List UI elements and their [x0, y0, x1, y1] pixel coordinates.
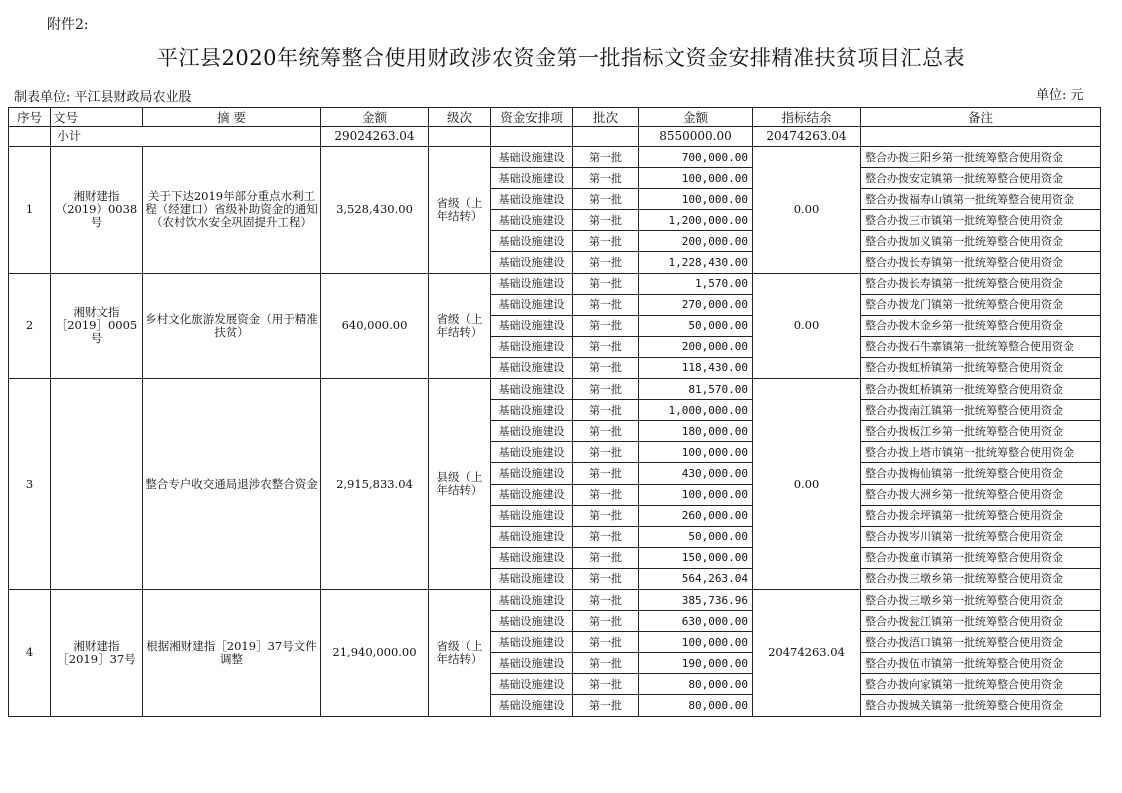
project-summary: 整合专户收交通局退涉农整合资金 [143, 379, 321, 590]
row-item: 基础设施建设 [491, 210, 573, 231]
row-batch: 第一批 [573, 168, 639, 189]
header-amount: 金额 [321, 108, 429, 127]
subtotal-detail-amount: 8550000.00 [639, 127, 753, 147]
row-item: 基础设施建设 [491, 379, 573, 400]
row-batch: 第一批 [573, 210, 639, 231]
row-note: 整合办拨三墩乡第一批统筹整合使用资金 [861, 589, 1101, 610]
project-amount: 2,915,833.04 [321, 379, 429, 590]
row-note: 整合办拨虹桥镇第一批统筹整合使用资金 [861, 379, 1101, 400]
row-amount: 100,000.00 [639, 632, 753, 653]
row-note: 整合办拨向家镇第一批统筹整合使用资金 [861, 674, 1101, 695]
row-note: 整合办拨福寿山镇第一批统筹整合使用资金 [861, 189, 1101, 210]
header-balance: 指标结余 [753, 108, 861, 127]
subtotal-seq-cell [9, 127, 51, 147]
row-batch: 第一批 [573, 547, 639, 568]
row-item: 基础设施建设 [491, 442, 573, 463]
project-balance: 20474263.04 [753, 589, 861, 716]
row-batch: 第一批 [573, 674, 639, 695]
row-amount: 564,263.04 [639, 568, 753, 589]
row-amount: 100,000.00 [639, 168, 753, 189]
row-note: 整合办拨长寿镇第一批统筹整合使用资金 [861, 252, 1101, 273]
row-batch: 第一批 [573, 252, 639, 273]
row-amount: 100,000.00 [639, 189, 753, 210]
row-amount: 81,570.00 [639, 379, 753, 400]
row-batch: 第一批 [573, 421, 639, 442]
row-amount: 260,000.00 [639, 505, 753, 526]
row-note: 整合办拨三市镇第一批统筹整合使用资金 [861, 210, 1101, 231]
attachment-label: 附件2: [47, 17, 89, 33]
project-amount: 640,000.00 [321, 273, 429, 378]
row-item: 基础设施建设 [491, 695, 573, 716]
row-item: 基础设施建设 [491, 505, 573, 526]
subtotal-balance: 20474263.04 [753, 127, 861, 147]
row-amount: 200,000.00 [639, 231, 753, 252]
row-note: 整合办拨伍市镇第一批统筹整合使用资金 [861, 653, 1101, 674]
row-batch: 第一批 [573, 400, 639, 421]
row-item: 基础设施建设 [491, 231, 573, 252]
project-level: 县级（上年结转） [429, 379, 491, 590]
row-item: 基础设施建设 [491, 294, 573, 315]
row-item: 基础设施建设 [491, 653, 573, 674]
table-row [9, 589, 1101, 610]
row-note: 整合办拨上塔市镇第一批统筹整合使用资金 [861, 442, 1101, 463]
project-amount: 21,940,000.00 [321, 589, 429, 716]
row-amount: 700,000.00 [639, 147, 753, 168]
row-batch: 第一批 [573, 147, 639, 168]
row-item: 基础设施建设 [491, 421, 573, 442]
row-batch: 第一批 [573, 379, 639, 400]
row-amount: 1,200,000.00 [639, 210, 753, 231]
row-note: 整合办拨虹桥镇第一批统筹整合使用资金 [861, 357, 1101, 378]
row-amount: 100,000.00 [639, 442, 753, 463]
row-item: 基础设施建设 [491, 632, 573, 653]
header-item: 资金安排项 [491, 108, 573, 127]
project-balance: 0.00 [753, 147, 861, 274]
row-item: 基础设施建设 [491, 336, 573, 357]
row-batch: 第一批 [573, 315, 639, 336]
row-amount: 630,000.00 [639, 611, 753, 632]
project-balance: 0.00 [753, 379, 861, 590]
row-amount: 100,000.00 [639, 484, 753, 505]
row-note: 整合办拨童市镇第一批统筹整合使用资金 [861, 547, 1101, 568]
row-note: 整合办拨板江乡第一批统筹整合使用资金 [861, 421, 1101, 442]
row-amount: 80,000.00 [639, 695, 753, 716]
subtotal-label: 小计 [51, 127, 321, 147]
row-note: 整合办拨岑川镇第一批统筹整合使用资金 [861, 526, 1101, 547]
row-item: 基础设施建设 [491, 189, 573, 210]
project-amount: 3,528,430.00 [321, 147, 429, 274]
header-doc: 文号 [51, 108, 143, 127]
row-note: 整合办拨龙门镇第一批统筹整合使用资金 [861, 294, 1101, 315]
row-note: 整合办拨石牛寨镇第一批统筹整合使用资金 [861, 336, 1101, 357]
project-seq: 1 [9, 147, 51, 274]
project-summary: 乡村文化旅游发展资金（用于精准扶贫） [143, 273, 321, 378]
row-batch: 第一批 [573, 653, 639, 674]
table-row [9, 379, 1101, 400]
project-level: 省级（上年结转） [429, 589, 491, 716]
row-item: 基础设施建设 [491, 674, 573, 695]
project-level: 省级（上年结转） [429, 147, 491, 274]
subtotal-amount: 29024263.04 [321, 127, 429, 147]
row-batch: 第一批 [573, 231, 639, 252]
row-batch: 第一批 [573, 589, 639, 610]
row-amount: 150,000.00 [639, 547, 753, 568]
row-note: 整合办拨三阳乡第一批统筹整合使用资金 [861, 147, 1101, 168]
row-batch: 第一批 [573, 336, 639, 357]
currency-unit: 单位: 元 [1036, 88, 1084, 103]
row-note: 整合办拨瓮江镇第一批统筹整合使用资金 [861, 611, 1101, 632]
table-row [9, 147, 1101, 168]
header-row [9, 108, 1101, 127]
row-item: 基础设施建设 [491, 252, 573, 273]
row-batch: 第一批 [573, 505, 639, 526]
row-item: 基础设施建设 [491, 273, 573, 294]
row-item: 基础设施建设 [491, 315, 573, 336]
row-item: 基础设施建设 [491, 168, 573, 189]
row-batch: 第一批 [573, 189, 639, 210]
project-doc-number [51, 379, 143, 590]
row-item: 基础设施建设 [491, 400, 573, 421]
row-amount: 1,000,000.00 [639, 400, 753, 421]
project-seq: 3 [9, 379, 51, 590]
row-item: 基础设施建设 [491, 547, 573, 568]
project-summary: 关于下达2019年部分重点水利工程（经建口）省级补助资金的通知（农村饮水安全巩固提升工程） [143, 147, 321, 274]
header-summary: 摘 要 [143, 108, 321, 127]
row-note: 整合办拨大洲乡第一批统筹整合使用资金 [861, 484, 1101, 505]
row-amount: 200,000.00 [639, 336, 753, 357]
project-doc-number: 湘财建指（2019）0038号 [51, 147, 143, 274]
row-note: 整合办拨安定镇第一批统筹整合使用资金 [861, 168, 1101, 189]
project-doc-number: 湘财文指［2019］0005号 [51, 273, 143, 378]
row-amount: 50,000.00 [639, 315, 753, 336]
project-summary: 根据湘财建指［2019］37号文件调整 [143, 589, 321, 716]
subtotal-note-cell [861, 127, 1101, 147]
summary-table [8, 107, 1101, 717]
row-note: 整合办拨余坪镇第一批统筹整合使用资金 [861, 505, 1101, 526]
row-amount: 80,000.00 [639, 674, 753, 695]
project-level: 省级（上年结转） [429, 273, 491, 378]
header-batch: 批次 [573, 108, 639, 127]
row-batch: 第一批 [573, 294, 639, 315]
row-item: 基础设施建设 [491, 589, 573, 610]
subtotal-row [9, 127, 1101, 147]
row-note: 整合办拨浯口镇第一批统筹整合使用资金 [861, 632, 1101, 653]
row-item: 基础设施建设 [491, 484, 573, 505]
row-amount: 50,000.00 [639, 526, 753, 547]
project-seq: 4 [9, 589, 51, 716]
subtotal-level-cell [429, 127, 491, 147]
header-seq: 序号 [9, 108, 51, 127]
row-batch: 第一批 [573, 568, 639, 589]
row-batch: 第一批 [573, 611, 639, 632]
row-batch: 第一批 [573, 442, 639, 463]
row-note: 整合办拨加义镇第一批统筹整合使用资金 [861, 231, 1101, 252]
row-note: 整合办拨三墩乡第一批统筹整合使用资金 [861, 568, 1101, 589]
project-balance: 0.00 [753, 273, 861, 378]
row-batch: 第一批 [573, 695, 639, 716]
row-item: 基础设施建设 [491, 147, 573, 168]
row-note: 整合办拨木金乡第一批统筹整合使用资金 [861, 315, 1101, 336]
row-amount: 270,000.00 [639, 294, 753, 315]
row-item: 基础设施建设 [491, 611, 573, 632]
row-batch: 第一批 [573, 463, 639, 484]
row-item: 基础设施建设 [491, 357, 573, 378]
row-batch: 第一批 [573, 273, 639, 294]
row-item: 基础设施建设 [491, 568, 573, 589]
row-item: 基础设施建设 [491, 463, 573, 484]
header-level: 级次 [429, 108, 491, 127]
row-amount: 385,736.96 [639, 589, 753, 610]
row-batch: 第一批 [573, 484, 639, 505]
row-amount: 1,570.00 [639, 273, 753, 294]
row-amount: 118,430.00 [639, 357, 753, 378]
row-note: 整合办拨南江镇第一批统筹整合使用资金 [861, 400, 1101, 421]
row-note: 整合办拨梅仙镇第一批统筹整合使用资金 [861, 463, 1101, 484]
row-batch: 第一批 [573, 357, 639, 378]
row-amount: 1,228,430.00 [639, 252, 753, 273]
header-note: 备注 [861, 108, 1101, 127]
row-item: 基础设施建设 [491, 526, 573, 547]
row-batch: 第一批 [573, 632, 639, 653]
issuing-unit: 制表单位: 平江县财政局农业股 [14, 90, 192, 105]
row-note: 整合办拨长寿镇第一批统筹整合使用资金 [861, 273, 1101, 294]
row-note: 整合办拨城关镇第一批统筹整合使用资金 [861, 695, 1101, 716]
row-amount: 430,000.00 [639, 463, 753, 484]
document-title: 平江县2020年统筹整合使用财政涉农资金第一批指标文资金安排精准扶贫项目汇总表 [157, 46, 965, 70]
row-amount: 180,000.00 [639, 421, 753, 442]
project-doc-number: 湘财建指［2019］37号 [51, 589, 143, 716]
project-seq: 2 [9, 273, 51, 378]
row-batch: 第一批 [573, 526, 639, 547]
subtotal-item-cell [491, 127, 573, 147]
header-detail-amount: 金额 [639, 108, 753, 127]
table-row [9, 273, 1101, 294]
subtotal-batch-cell [573, 127, 639, 147]
row-amount: 190,000.00 [639, 653, 753, 674]
